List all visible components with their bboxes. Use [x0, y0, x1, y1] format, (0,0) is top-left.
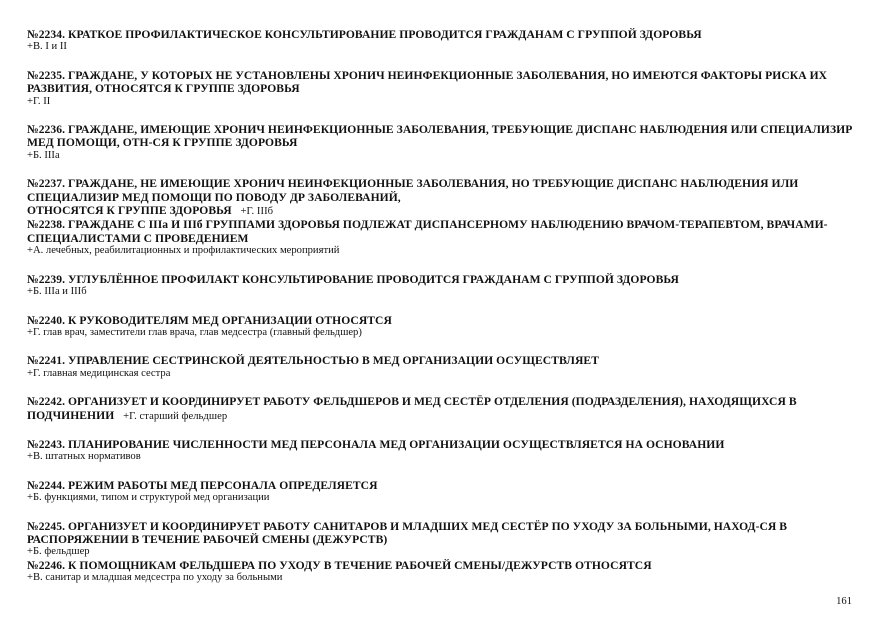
question-text-line: ПОДЧИНЕНИИ: [27, 408, 115, 422]
question-text: №2241. УПРАВЛЕНИЕ СЕСТРИНСКОЙ ДЕЯТЕЛЬНОСТЬЮ В МЕД ОРГАНИЗАЦИИ ОСУЩЕСТВЛЯЕТ: [27, 354, 599, 368]
question-text-line: РАЗВИТИЯ, ОТНОСЯТСЯ К ГРУППЕ ЗДОРОВЬЯ: [27, 82, 300, 96]
answer-text: +Г. IIIб: [240, 206, 274, 218]
answer-text: +А. лечебных, реабилитационных и профилактических мероприятий: [27, 245, 340, 257]
page-number: 161: [836, 596, 852, 607]
question-block-2244: [27, 479, 857, 505]
question-list: [27, 28, 857, 585]
question-block-2241: [27, 354, 857, 380]
question-block-2235: [27, 69, 857, 108]
question-block-2236: [27, 123, 857, 162]
question-block-2237: [27, 177, 857, 218]
answer-text: +Г. главная медицинская сестра: [27, 367, 171, 379]
question-text-line: №2245. ОРГАНИЗУЕТ И КООРДИНИРУЕТ РАБОТУ САНИТАРОВ И МЛАДШИХ МЕД СЕСТЁР ПО УХОДУ ЗА БОЛЬНЫМИ, НАХОД-СЯ В: [27, 519, 788, 533]
answer-text: +Г. глав врач, заместители глав врача, глав медсестра (главный фельдшер): [27, 326, 362, 338]
answer-text: +В. I и II: [27, 41, 67, 53]
question-text-line-with-answer: [27, 204, 857, 218]
question-text: №2239. УГЛУБЛЁННОЕ ПРОФИЛАКТ КОНСУЛЬТИРОВАНИЕ ПРОВОДИТСЯ ГРАЖДАНАМ С ГРУППОЙ ЗДОРОВЬЯ: [27, 272, 679, 286]
answer-text: +Б. функциями, типом и структурой мед организации: [27, 492, 270, 504]
question-text: №2244. РЕЖИМ РАБОТЫ МЕД ПЕРСОНАЛА ОПРЕДЕЛЯЕТСЯ: [27, 478, 378, 492]
question-text-line: №2242. ОРГАНИЗУЕТ И КООРДИНИРУЕТ РАБОТУ ФЕЛЬДШЕРОВ И МЕД СЕСТЁР ОТДЕЛЕНИЯ (ПОДРАЗДЕЛЕНИЯ), НАХОДЯЩИХСЯ В: [27, 395, 797, 409]
answer-text: +Г. II: [27, 95, 51, 107]
question-text: №2234. КРАТКОЕ ПРОФИЛАКТИЧЕСКОЕ КОНСУЛЬТИРОВАНИЕ ПРОВОДИТСЯ ГРАЖДАНАМ С ГРУППОЙ ЗДОРОВЬЯ: [27, 28, 702, 41]
question-text-line: РАСПОРЯЖЕНИИ В ТЕЧЕНИЕ РАБОЧЕЙ СМЕНЫ (ДЕЖУРСТВ): [27, 532, 388, 546]
question-text-line: МЕД ПОМОЩИ, ОТН-СЯ К ГРУППЕ ЗДОРОВЬЯ: [27, 136, 298, 150]
question-text-line: №2236. ГРАЖДАНЕ, ИМЕЮЩИЕ ХРОНИЧ НЕИНФЕКЦИОННЫЕ ЗАБОЛЕВАНИЯ, ТРЕБУЮЩИЕ ДИСПАНС НАБЛЮДЕНИЯ ИЛИ СПЕЦИАЛИЗИР: [27, 123, 853, 137]
answer-text: +Г. старший фельдшер: [123, 410, 228, 422]
question-text: №2240. К РУКОВОДИТЕЛЯМ МЕД ОРГАНИЗАЦИИ ОТНОСЯТСЯ: [27, 313, 392, 327]
question-block-2234: [27, 28, 857, 54]
question-text-line: №2237. ГРАЖДАНЕ, НЕ ИМЕЮЩИЕ ХРОНИЧ НЕИНФЕКЦИОННЫЕ ЗАБОЛЕВАНИЯ, НО ТРЕБУЮЩИЕ ДИСПАНС НАБЛЮДЕНИЯ ИЛИ: [27, 177, 799, 191]
question-block-2243: [27, 438, 857, 464]
question-text: №2243. ПЛАНИРОВАНИЕ ЧИСЛЕННОСТИ МЕД ПЕРСОНАЛА МЕД ОРГАНИЗАЦИИ ОСУЩЕСТВЛЯЕТСЯ НА ОСНОВАНИИ: [27, 437, 725, 451]
question-text: №2246. К ПОМОЩНИКАМ ФЕЛЬДШЕРА ПО УХОДУ В ТЕЧЕНИЕ РАБОЧЕЙ СМЕНЫ/ДЕЖУРСТВ ОТНОСЯТСЯ: [27, 558, 652, 572]
question-text-line: №2238. ГРАЖДАНЕ С IIIа И IIIб ГРУППАМИ ЗДОРОВЬЯ ПОДЛЕЖАТ ДИСПАНСЕРНОМУ НАБЛЮДЕНИЮ ВРАЧОМ-ТЕРАПЕВТОМ, ВРАЧАМИ-: [27, 218, 828, 232]
question-block-2238: [27, 218, 857, 257]
answer-text: +Б. IIIа и IIIб: [27, 286, 87, 298]
question-text-line-with-answer: [27, 409, 857, 423]
question-block-2240: [27, 314, 857, 340]
answer-text: +В. санитар и младшая медсестра по уходу за больными: [27, 572, 283, 584]
question-text-line: ОТНОСЯТСЯ К ГРУППЕ ЗДОРОВЬЯ: [27, 204, 232, 218]
question-block-2246: [27, 559, 857, 585]
answer-text: +Б. IIIа: [27, 149, 60, 161]
question-block-2245: [27, 520, 857, 559]
answer-text: +В. штатных нормативов: [27, 451, 141, 463]
question-text-line: СПЕЦИАЛИЗИР МЕД ПОМОЩИ ПО ПОВОДУ ДР ЗАБОЛЕВАНИЙ,: [27, 190, 401, 204]
question-text-line: СПЕЦИАЛИСТАМИ С ПРОВЕДЕНИЕМ: [27, 231, 249, 245]
question-block-2239: [27, 273, 857, 299]
question-block-2242: [27, 395, 857, 423]
answer-text: +Б. фельдшер: [27, 546, 90, 558]
question-text-line: №2235. ГРАЖДАНЕ, У КОТОРЫХ НЕ УСТАНОВЛЕНЫ ХРОНИЧ НЕИНФЕКЦИОННЫЕ ЗАБОЛЕВАНИЯ, НО ИМЕЮТСЯ ФАКТОРЫ РИСКА ИХ: [27, 68, 828, 82]
